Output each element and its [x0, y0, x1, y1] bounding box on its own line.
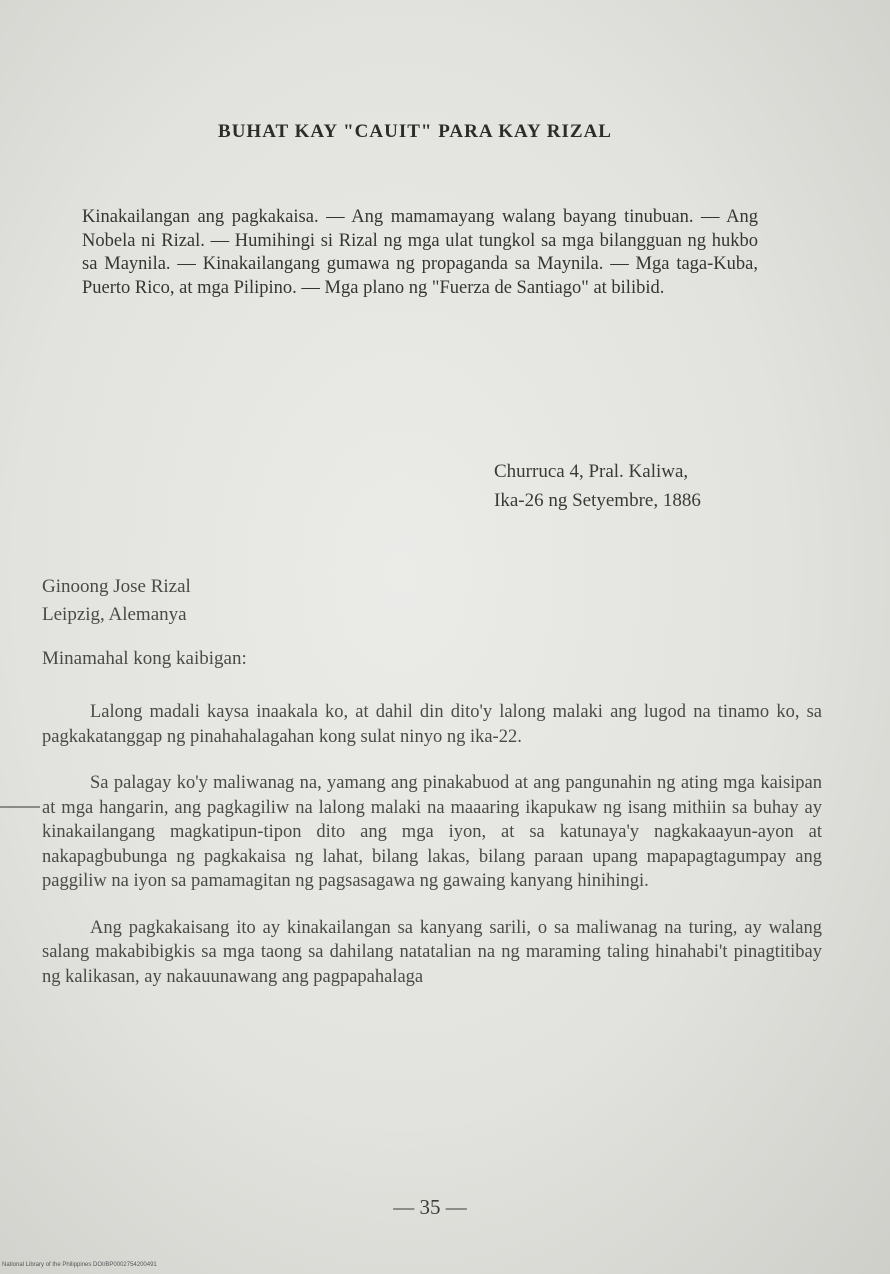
body-paragraph-1: Lalong madali kaysa inaakala ko, at dahil din dito'y lalong malaki ang lugod na tinamo ko, sa pagkakatanggap ng pinahahalagahan kong sulat ninyo ng ika-22. [42, 702, 822, 747]
margin-mark [0, 806, 40, 808]
letter-salutation: Minamahal kong kaibigan: [42, 648, 247, 669]
body-paragraph-2: Sa palagay ko'y maliwanag na, yamang ang pinakabuod at ang pangunahin ng ating mga kaisipan at mga hangarin, ang pagkagiliw na lalong malaki na maaaring ikapukaw ng isang mithiin sa buhay ay kinakailangang magkatipun-tipon dito ang mga iyon, at sa katunaya'y nagkakaayun-ayon at nakapagbubunga ng pagkakaisa ng lahat, bilang lakas, bilang paraan upang mapapagtagumpay ang paggiliw na iyon sa pamamagitan ng pagsasagawa ng gawaing kanyang hinihingi. [42, 773, 822, 891]
addressee-name: Ginoong Jose Rizal [42, 576, 191, 597]
letter-body [42, 700, 822, 1011]
page-title: BUHAT KAY "CAUIT" PARA KAY RIZAL [218, 121, 612, 142]
dateline-date: Ika-26 ng Setyembre, 1886 [494, 490, 701, 511]
footer-credit: National Library of the Philippines DOI/BP0002754200491 [2, 1262, 157, 1268]
page-number: — 35 — [393, 1195, 467, 1219]
letter-addressee [42, 573, 442, 629]
addressee-location: Leipzig, Alemanya [42, 604, 187, 625]
chapter-summary: Kinakailangan ang pagkakaisa. — Ang mamamayang walang bayang tinubuan. — Ang Nobela ni Rizal. — Humihingi si Rizal ng mga ulat tungkol sa mga bilangguan ng hukbo sa Maynila. — Kinakailangang gumawa ng propaganda sa Maynila. — Mga taga-Kuba, Puerto Rico, at mga Pilipino. — Mga plano ng "Fuerza de Santiago" at bilibid. [82, 207, 758, 299]
dateline-address: Churruca 4, Pral. Kaliwa, [494, 461, 689, 482]
letter-dateline [494, 457, 814, 515]
body-paragraph-3: Ang pagkakaisang ito ay kinakailangan sa kanyang sarili, o sa maliwanag na turing, ay walang salang makabibigkis sa mga taong sa dahilang natatalian na ng maraming taling hinahabi't pinagtitibay ng kalikasan, ay nakauunawang ang pagpapahalaga [42, 917, 822, 987]
